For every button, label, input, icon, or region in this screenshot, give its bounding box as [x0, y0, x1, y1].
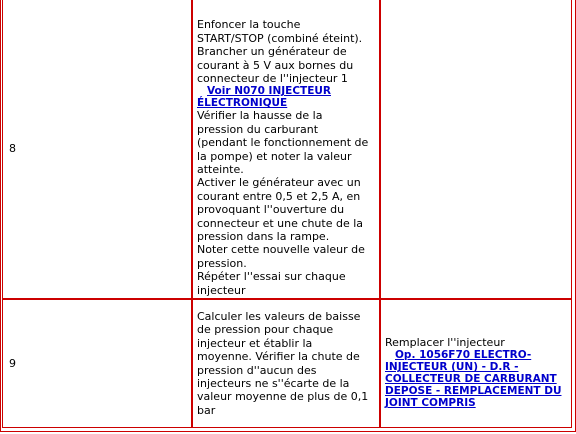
action-cell	[192, 299, 380, 428]
step-number: 9	[9, 356, 16, 370]
action-text-line: injecteurs ne s''écarte de la	[197, 376, 350, 390]
step-number-cell	[2, 299, 192, 428]
link-text-line: COLLECTEUR DE CARBURANT	[385, 373, 557, 386]
link-text-line: ÉLECTRONIQUE	[197, 97, 288, 110]
action-text-line: moyenne. Vérifier la chute de	[197, 350, 360, 364]
remedy-text: Remplacer l''injecteur	[385, 336, 505, 349]
action-text-line: injecteur et établir la	[197, 336, 313, 350]
action-text-line: courant entre 0,5 et 2,5 A, en	[197, 189, 361, 203]
action-text-line: atteinte.	[197, 162, 244, 176]
action-text-line: Enfoncer la touche	[197, 18, 301, 32]
action-text-line: bar	[197, 403, 216, 417]
step-number-cell	[2, 0, 192, 299]
step-number: 8	[9, 142, 16, 156]
table-row	[2, 299, 572, 428]
remedy-cell	[380, 299, 572, 428]
action-text-line: injecteur	[197, 283, 246, 297]
action-text-line: connecteur et une chute de la	[197, 216, 364, 230]
action-text-line: pression.	[197, 256, 247, 270]
action-text-line: Calculer les valeurs de baisse	[197, 309, 361, 323]
link-text-line: Voir N070 INJECTEUR	[207, 85, 331, 98]
action-text-line: pression d''aucun des	[197, 363, 317, 377]
diagnostic-steps-table	[2, 0, 572, 428]
link-text-line: INJECTEUR (UN) - D.R -	[385, 361, 519, 374]
action-text-line: pression dans la rampe.	[197, 229, 330, 243]
action-text-line: START/STOP (combiné éteint).	[197, 31, 363, 45]
action-text-line: Vérifier la hausse de la	[197, 109, 323, 123]
link-text-line: JOINT COMPRIS	[385, 397, 476, 410]
action-text-line: Brancher un générateur de	[197, 45, 347, 59]
remedy-cell	[380, 0, 572, 299]
injector-replacement-link[interactable]	[385, 349, 567, 409]
link-text-line: Op. 1056F70 ELECTRO-	[395, 349, 532, 362]
table-row	[2, 0, 572, 299]
action-text-line: pression du carburant	[197, 122, 319, 136]
action-text-line: Activer le générateur avec un	[197, 176, 361, 190]
link-text-line: DEPOSE - REMPLACEMENT DU	[385, 385, 562, 398]
action-text-line: valeur moyenne de plus de 0,1	[197, 390, 369, 404]
action-text-line: courant à 5 V aux bornes du	[197, 58, 354, 72]
action-text-line: (pendant le fonctionnement de	[197, 136, 369, 150]
action-text-line: de pression pour chaque	[197, 323, 334, 337]
action-text-line: provoquant l''ouverture du	[197, 203, 345, 217]
action-text-line: connecteur de l''injecteur 1	[197, 71, 348, 85]
action-cell	[192, 0, 380, 299]
injector-reference-link[interactable]	[197, 85, 375, 109]
action-text-line: Répéter l''essai sur chaque	[197, 270, 346, 284]
action-text-line: la pompe) et noter la valeur	[197, 149, 352, 163]
action-text-line: Noter cette nouvelle valeur de	[197, 243, 365, 257]
